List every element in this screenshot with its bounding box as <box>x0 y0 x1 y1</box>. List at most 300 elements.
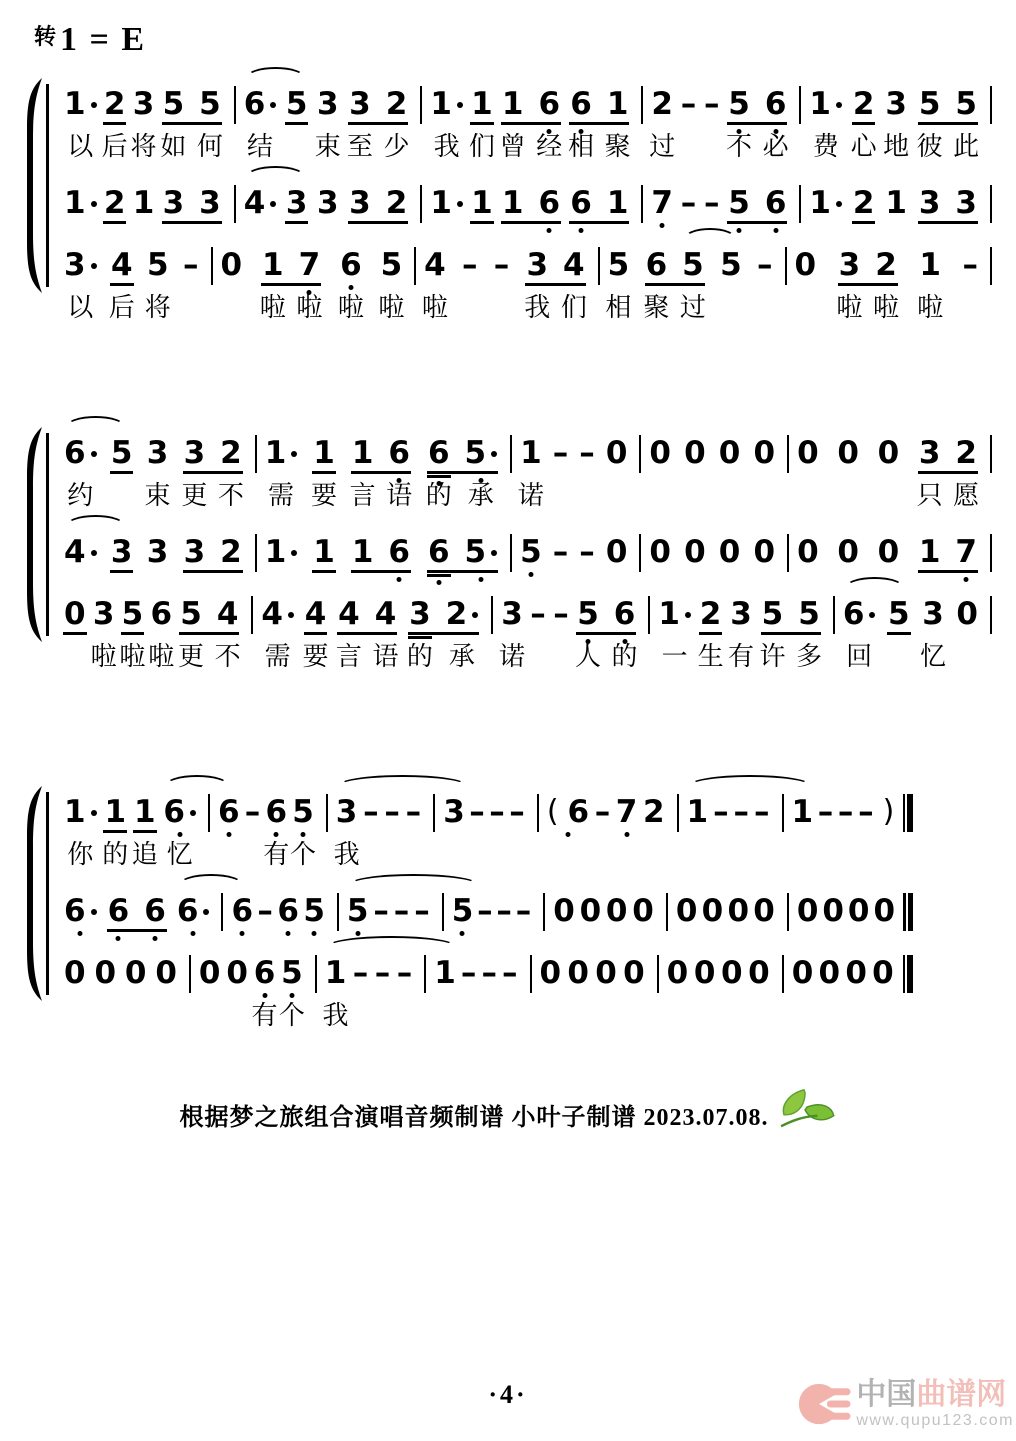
measure <box>257 435 512 510</box>
note-number: 7 <box>298 247 321 283</box>
dash-note: – <box>757 247 773 283</box>
beam-line <box>183 471 243 474</box>
slur-arc <box>165 775 229 796</box>
measure <box>253 596 493 671</box>
note-number: 2 <box>642 794 665 830</box>
rest-note: 0 <box>845 955 867 991</box>
beam-group <box>335 596 399 671</box>
note-number: 2 <box>699 596 722 632</box>
beam-group <box>425 435 498 510</box>
note-number: 1 <box>264 534 287 570</box>
note <box>838 794 854 832</box>
note-number: 1 <box>351 534 374 570</box>
rest-note: 0 <box>873 893 896 929</box>
note-number: 3 <box>146 534 169 570</box>
note-number: 1 <box>471 185 493 221</box>
rest-note: 0 <box>753 893 775 929</box>
octave-dot <box>397 577 402 582</box>
beam-group <box>643 247 706 322</box>
note-number: 1 <box>430 86 452 122</box>
duration-dot <box>190 810 196 816</box>
octave-dot <box>528 572 533 577</box>
note <box>702 893 724 931</box>
duration-dot <box>869 612 875 618</box>
rest-note: 0 <box>796 893 819 929</box>
rest-note: 0 <box>553 893 575 929</box>
note <box>397 955 413 993</box>
measure <box>659 955 784 993</box>
note-number: 4 <box>261 596 283 632</box>
octave-dot <box>274 832 279 837</box>
beam-line <box>351 570 411 573</box>
lyric: 人 <box>574 641 601 671</box>
lyric: 承 <box>448 641 475 671</box>
lyric: 啦 <box>836 292 863 322</box>
note-number: 3 <box>918 435 941 471</box>
octave-dot <box>289 993 294 998</box>
note <box>797 534 819 572</box>
credit-line <box>0 1096 1016 1132</box>
note <box>956 596 978 634</box>
note <box>836 247 863 322</box>
lyric: 忆 <box>166 839 193 869</box>
measure <box>56 185 236 223</box>
duration-dot <box>457 201 463 207</box>
measure <box>801 86 992 161</box>
rest-note: 0 <box>822 893 844 929</box>
note <box>547 794 589 832</box>
lyric: 许 <box>759 641 786 671</box>
beam-line <box>348 122 408 125</box>
slur-arc <box>338 775 467 796</box>
system-content <box>56 435 992 671</box>
note-number: 1 <box>313 534 335 570</box>
lyric: 过 <box>649 131 676 161</box>
rest-note: 0 <box>684 435 706 471</box>
rest-note: 0 <box>753 435 776 471</box>
duration-dot <box>457 102 463 108</box>
note-number: 3 <box>349 185 371 221</box>
beam-group <box>569 185 629 223</box>
note-number: 3 <box>199 185 221 221</box>
rest-note: 0 <box>539 955 562 991</box>
system <box>0 794 1016 1030</box>
rest-note: 0 <box>198 955 221 991</box>
measure <box>532 955 659 993</box>
note <box>604 86 631 161</box>
lyric: 我 <box>433 131 460 161</box>
note <box>606 534 628 572</box>
note-number: 3 <box>443 794 465 830</box>
note-number: 3 <box>501 596 523 632</box>
dash-note: – <box>553 596 569 632</box>
measure <box>643 86 801 161</box>
note <box>797 893 819 931</box>
measure <box>426 955 531 993</box>
note <box>147 534 169 572</box>
dash-note: – <box>579 534 595 570</box>
note <box>623 955 645 993</box>
note <box>719 534 741 572</box>
measure <box>56 893 223 931</box>
voice-line <box>56 185 992 223</box>
duration-dot <box>472 612 478 618</box>
rest-note: 0 <box>675 893 698 929</box>
rest-note: 0 <box>847 893 870 929</box>
lyric: 曾 <box>499 131 526 161</box>
slur-arc <box>327 936 456 957</box>
note <box>818 794 834 832</box>
note <box>496 893 512 931</box>
note <box>335 596 362 671</box>
rest-note: 0 <box>226 955 248 991</box>
beam-group <box>501 185 561 223</box>
note <box>681 185 697 223</box>
note <box>919 185 941 223</box>
note <box>286 86 308 124</box>
note-number: 3 <box>885 86 907 122</box>
slur-arc <box>845 577 904 598</box>
lyric: 地 <box>883 131 910 161</box>
note <box>406 794 422 832</box>
note-number: 3 <box>349 86 371 122</box>
note <box>471 185 493 223</box>
lyric: 语 <box>372 641 399 671</box>
lyric: 何 <box>196 131 223 161</box>
note-number: 2 <box>852 86 875 122</box>
underline-beam <box>852 122 876 125</box>
note <box>850 86 877 161</box>
lyric: 啦 <box>378 292 405 322</box>
measure <box>545 893 668 931</box>
leaf-icon <box>775 1086 837 1132</box>
note <box>196 86 223 161</box>
note <box>953 86 980 161</box>
dash-note: – <box>489 794 505 830</box>
lyric: 的 <box>102 839 129 869</box>
measure <box>435 794 539 832</box>
lyric: 以 <box>67 292 94 322</box>
beam-line <box>576 632 636 635</box>
lyric: 啦 <box>119 641 146 671</box>
note <box>574 596 601 671</box>
note <box>337 247 364 322</box>
lyric: 需 <box>268 480 295 510</box>
note <box>616 794 638 832</box>
beam-group <box>727 185 787 223</box>
note <box>872 247 899 322</box>
system-bracket-glyph <box>22 78 44 293</box>
system-content <box>56 794 925 1030</box>
note-number: 4 <box>216 596 239 632</box>
note <box>286 185 308 223</box>
note <box>792 955 814 993</box>
note <box>509 794 525 832</box>
lyric: 多 <box>796 641 823 671</box>
note-number: 2 <box>220 435 242 471</box>
note-number: 6 <box>764 185 787 221</box>
note-number: 1 <box>606 185 629 221</box>
dash-note: – <box>384 794 400 830</box>
octave-dot <box>565 832 570 837</box>
slur-arc <box>684 228 736 249</box>
rest-note: 0 <box>748 955 770 991</box>
lyric: 心 <box>850 131 877 161</box>
note-number: 5 <box>110 435 133 471</box>
duration-dot <box>91 201 97 207</box>
note <box>649 534 671 572</box>
note <box>265 534 298 572</box>
dash-note: – <box>552 534 569 570</box>
duration-dot <box>288 612 294 618</box>
note <box>101 86 128 161</box>
octave-dot <box>660 223 665 228</box>
beam-line <box>501 221 561 224</box>
note <box>955 534 977 572</box>
duration-dot <box>91 909 97 915</box>
note-number: 5 <box>380 247 403 283</box>
note-number: 6 <box>150 596 173 632</box>
octave-dot <box>191 931 196 936</box>
measure <box>643 185 801 223</box>
rest-note: 0 <box>124 955 147 991</box>
note <box>421 247 448 322</box>
rest-note: 0 <box>666 955 689 991</box>
duration-dot <box>685 612 691 618</box>
lyric: 相 <box>605 292 632 322</box>
note <box>465 534 498 572</box>
note-number: 5 <box>888 596 910 632</box>
duration-dot <box>836 201 842 207</box>
lyric: 聚 <box>604 131 631 161</box>
note-number: 4 <box>338 596 360 632</box>
system-bracket <box>22 427 44 642</box>
measure <box>339 893 444 931</box>
note <box>353 955 369 993</box>
note <box>848 893 870 931</box>
note <box>278 955 305 1030</box>
measure <box>493 596 650 671</box>
beam-group <box>524 247 587 322</box>
note-number: 1 <box>606 86 629 122</box>
beam-group <box>406 596 479 671</box>
final-barline <box>903 893 913 931</box>
note-number: 1 <box>313 435 335 471</box>
note <box>605 247 632 322</box>
note <box>102 794 129 869</box>
beam-line <box>427 570 498 573</box>
system-bracket-glyph <box>22 427 44 642</box>
measure <box>213 247 417 322</box>
note-number: 5 <box>346 893 369 929</box>
note <box>917 247 944 322</box>
rest-note: 0 <box>818 955 841 991</box>
note <box>748 955 770 993</box>
note <box>796 596 823 671</box>
note <box>489 794 505 832</box>
lyric: 更 <box>178 641 205 671</box>
system-content <box>56 86 992 322</box>
dash-note: – <box>704 185 720 221</box>
system <box>0 86 1016 322</box>
dash-note: – <box>257 893 273 929</box>
note-number: 6 <box>265 794 288 830</box>
note-number: 6 <box>842 596 865 632</box>
underline-beam <box>304 632 328 635</box>
note-number: 6 <box>243 86 266 122</box>
note <box>144 435 171 510</box>
note <box>64 534 97 572</box>
lyric: 啦 <box>148 641 175 671</box>
octave-dot <box>355 931 360 936</box>
note <box>363 794 379 832</box>
note <box>679 247 706 322</box>
rest-note: 0 <box>718 435 741 471</box>
note-number: 5 <box>955 86 977 122</box>
underline-beam <box>110 471 134 474</box>
octave-dot <box>226 832 231 837</box>
note <box>494 247 510 285</box>
beam-group <box>351 534 411 572</box>
note <box>131 794 158 869</box>
key-value: 1 = E <box>60 21 147 58</box>
octave-dot <box>116 936 121 941</box>
note <box>163 794 196 869</box>
lyric: 此 <box>953 131 980 161</box>
underline-beam <box>285 122 309 125</box>
note <box>524 247 551 322</box>
measure <box>784 794 925 832</box>
dash-note: – <box>594 794 611 830</box>
note-number: 6 <box>231 893 254 929</box>
measure <box>416 247 600 322</box>
lyric: 要 <box>311 480 338 510</box>
lyric: 有 <box>251 1000 278 1030</box>
note <box>386 435 413 510</box>
note <box>119 596 146 671</box>
lyric: 诺 <box>499 641 526 671</box>
note <box>713 794 729 832</box>
note <box>684 534 706 572</box>
note <box>888 596 910 634</box>
note <box>595 794 611 832</box>
note <box>734 794 750 832</box>
note <box>727 893 749 931</box>
note <box>649 86 676 161</box>
note <box>536 86 563 161</box>
beam-line <box>918 221 978 224</box>
underline-beam <box>852 221 876 224</box>
beam-line <box>261 283 321 286</box>
note <box>765 185 787 223</box>
lyric: 不 <box>726 131 753 161</box>
note-number: 4 <box>64 534 86 570</box>
measure <box>835 596 992 671</box>
note <box>244 185 277 223</box>
duration-dot <box>270 201 276 207</box>
lyric: 的 <box>406 641 433 671</box>
underline-beam <box>63 632 87 635</box>
lyric: 更 <box>181 480 208 510</box>
note-number: 5 <box>121 596 144 632</box>
rest-note: 0 <box>605 893 628 929</box>
note-number: 5 <box>798 596 820 632</box>
measure <box>801 185 992 223</box>
lyric: 啦 <box>337 292 364 322</box>
voice-line <box>56 247 992 322</box>
beam-group <box>759 596 823 671</box>
note <box>94 955 116 993</box>
beam-group <box>348 185 408 223</box>
lyric: 啦 <box>296 292 323 322</box>
note <box>468 86 495 161</box>
dash-note: – <box>352 955 369 991</box>
note <box>728 185 750 223</box>
note <box>226 955 248 993</box>
rest-note: 0 <box>94 955 117 991</box>
note <box>797 435 819 473</box>
note <box>221 247 243 285</box>
note-number: 5 <box>607 247 630 283</box>
beam-line <box>918 570 978 573</box>
rest-note: 0 <box>701 893 724 929</box>
duration-dot <box>91 550 97 556</box>
lyric: 我 <box>322 1000 349 1030</box>
dash-note: – <box>373 893 389 929</box>
duration-dot <box>291 451 297 457</box>
note <box>430 185 463 223</box>
note <box>632 893 654 931</box>
system <box>0 435 1016 671</box>
note <box>64 247 97 322</box>
note-number: 6 <box>64 893 86 929</box>
note-number: 6 <box>144 893 166 929</box>
rest-note: 0 <box>727 893 750 929</box>
note <box>858 794 894 832</box>
lyric: 彼 <box>916 131 943 161</box>
rest-note: 0 <box>605 435 628 471</box>
note <box>560 247 587 322</box>
note <box>580 893 602 931</box>
dash-note: – <box>530 596 546 632</box>
note <box>819 955 841 993</box>
rest-note: 0 <box>872 955 894 991</box>
note <box>953 435 980 510</box>
note-number: 1 <box>686 794 709 830</box>
note <box>217 435 244 510</box>
note-number: 6 <box>218 794 240 830</box>
note-number: 1 <box>809 86 831 122</box>
lyric: 承 <box>467 480 494 510</box>
note <box>694 955 716 993</box>
note <box>538 185 560 223</box>
note <box>719 435 741 473</box>
note-number: 6 <box>570 185 592 221</box>
note-number: 5 <box>303 893 325 929</box>
rest-note: 0 <box>797 435 819 471</box>
dash-note: – <box>713 794 729 830</box>
note-number: 2 <box>385 185 408 221</box>
note <box>349 185 371 223</box>
note-number: 1 <box>520 435 542 471</box>
note <box>553 534 569 572</box>
note <box>375 955 391 993</box>
note-number: 4 <box>243 185 266 221</box>
dash-note: – <box>817 794 834 830</box>
beam-line <box>107 929 167 932</box>
beam-line <box>351 471 411 474</box>
note-number: 1 <box>501 86 524 122</box>
